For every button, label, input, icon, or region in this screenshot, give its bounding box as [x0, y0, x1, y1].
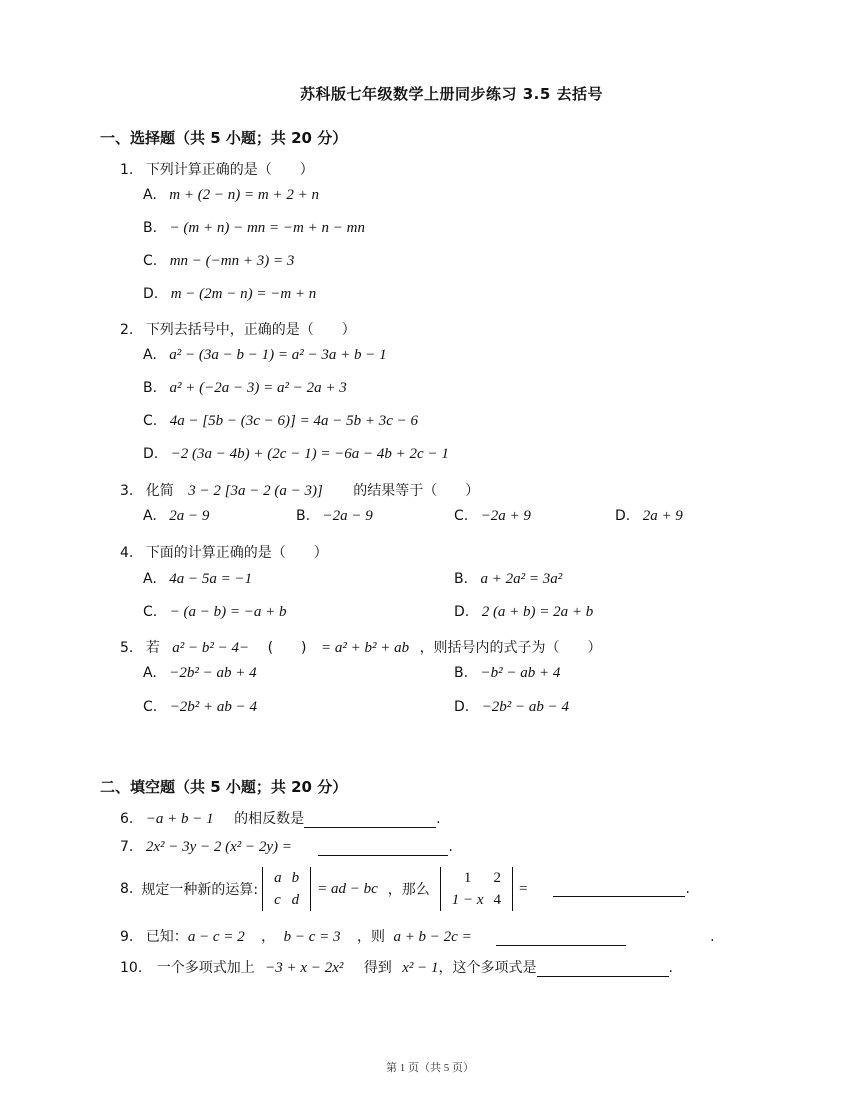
option-1d[interactable]: [143, 286, 316, 303]
question-number: 6.: [120, 811, 134, 827]
option-label: D.: [143, 446, 159, 462]
question-text-mid: 得到: [363, 960, 392, 976]
determinant-abcd: [262, 867, 311, 911]
option-1b[interactable]: [143, 220, 365, 237]
option-5d[interactable]: [454, 699, 569, 716]
option-label: C.: [143, 253, 158, 269]
option-label: C.: [454, 508, 469, 524]
option-1c[interactable]: [143, 253, 294, 270]
target-expr: a + b − 2c =: [393, 929, 472, 945]
question-stem-expr: a² − b² − 4−: [172, 640, 250, 656]
page-footer: 第 1 页（共 5 页）: [386, 1062, 474, 1074]
option-expr: − (m + n) − mn = −m + n − mn: [169, 220, 365, 236]
option-5b[interactable]: [454, 665, 560, 682]
question-text: 已知：: [145, 929, 188, 945]
question-text-mid: ，那么: [387, 882, 430, 898]
question-10: [120, 957, 673, 977]
option-expr: −2a − 9: [322, 508, 373, 524]
option-label: B.: [454, 571, 469, 587]
option-label: B.: [143, 220, 158, 236]
question-expr: 2x² − 3y − 2 (x² − 2y) =: [145, 839, 292, 855]
question-stem-expr: 3 − 2 [3a − 2 (a − 3)]: [188, 483, 323, 499]
option-3c[interactable]: [454, 508, 531, 525]
answer-blank-8[interactable]: [553, 882, 685, 897]
question-5: [120, 637, 602, 657]
period: .: [685, 881, 690, 897]
question-8: [120, 864, 690, 914]
det-cell: 2: [493, 870, 502, 886]
option-3a[interactable]: [143, 508, 209, 525]
question-text: 一个多项式加上: [156, 960, 255, 976]
period: .: [436, 811, 441, 827]
option-label: B.: [454, 665, 469, 681]
option-expr: a² + (−2a − 3) = a² − 2a + 3: [169, 380, 347, 396]
option-expr: 4a − 5a = −1: [169, 571, 253, 587]
option-expr: −2 (3a − 4b) + (2c − 1) = −6a − 4b + 2c − 1: [170, 446, 449, 462]
option-4b[interactable]: [454, 571, 562, 588]
period: .: [668, 960, 673, 976]
option-label: B.: [143, 380, 158, 396]
option-expr: m + (2 − n) = m + 2 + n: [169, 187, 319, 203]
section-heading-fill: 二、填空题（共 5 小题；共 20 分）: [100, 778, 348, 796]
question-stem-pre: 若: [145, 640, 160, 656]
question-6: [120, 808, 441, 828]
det-cell: b: [291, 870, 300, 886]
answer-blank-7[interactable]: [318, 841, 448, 856]
question-number: 4.: [120, 545, 134, 561]
option-label: D.: [454, 604, 470, 620]
option-expr: 2a + 9: [642, 508, 683, 524]
option-expr: −2b² − ab − 4: [481, 699, 570, 715]
option-4a[interactable]: [143, 571, 252, 588]
option-expr: −2a + 9: [480, 508, 531, 524]
option-3b[interactable]: [296, 508, 373, 525]
question-stem-expr2: = a² + b² + ab: [320, 640, 410, 656]
section-heading-choice: 一、选择题（共 5 小题；共 20 分）: [100, 129, 348, 147]
question-text-tail: ，这个多项式是: [438, 960, 537, 976]
det-cell: a: [274, 870, 282, 886]
option-expr: m − (2m − n) = −m + n: [170, 286, 317, 302]
option-label: A.: [143, 187, 157, 203]
question-stem: 下面的计算正确的是（ ）: [145, 545, 328, 561]
option-2d[interactable]: [143, 446, 449, 463]
question-text: 规定一种新的运算:: [141, 882, 259, 898]
question-3: [120, 480, 479, 500]
option-5a[interactable]: [143, 665, 257, 682]
added-expr: −3 + x − 2x²: [265, 960, 344, 976]
option-label: A.: [143, 665, 157, 681]
question-number: 2.: [120, 322, 134, 338]
question-number: 1.: [120, 162, 134, 178]
question-9: [120, 926, 715, 946]
condition-2: b − c = 3: [283, 929, 341, 945]
determinant-numeric: [440, 867, 513, 911]
option-label: B.: [296, 508, 311, 524]
answer-blank-10[interactable]: [537, 962, 669, 977]
option-2a[interactable]: [143, 347, 387, 364]
option-2b[interactable]: [143, 380, 347, 397]
det-cell: 4: [493, 892, 502, 908]
option-expr: 4a − [5b − (3c − 6)] = 4a − 5b + 3c − 6: [169, 413, 419, 429]
question-stem: 下列去括号中，正确的是（ ）: [145, 322, 356, 338]
option-expr: 2 (a + b) = 2a + b: [481, 604, 594, 620]
question-stem-pre: 化简: [145, 483, 174, 499]
option-label: D.: [454, 699, 470, 715]
option-label: D.: [143, 286, 159, 302]
option-label: A.: [143, 508, 157, 524]
option-3d[interactable]: [615, 508, 683, 525]
question-2: [120, 319, 356, 339]
option-5c[interactable]: [143, 699, 257, 716]
option-label: A.: [143, 347, 157, 363]
question-number: 5.: [120, 640, 134, 656]
question-number: 10.: [120, 960, 143, 976]
question-number: 7.: [120, 839, 134, 855]
question-number: 3.: [120, 483, 134, 499]
option-expr: −b² − ab + 4: [480, 665, 561, 681]
answer-blank-6[interactable]: [304, 813, 436, 828]
question-number: 9.: [120, 929, 134, 945]
det-cell: 1 − x: [451, 892, 484, 908]
question-stem: 下列计算正确的是（ ）: [145, 162, 314, 178]
option-expr: mn − (−mn + 3) = 3: [169, 253, 295, 269]
det-cell: d: [291, 892, 300, 908]
option-1a[interactable]: [143, 187, 319, 204]
det-definition: = ad − bc: [317, 880, 378, 897]
question-text: 的相反数是: [234, 811, 305, 827]
question-expr: −a + b − 1: [145, 811, 214, 827]
det-cell: c: [274, 892, 281, 908]
equals: =: [519, 880, 528, 897]
answer-blank-9[interactable]: [496, 931, 626, 946]
question-number: 8.: [120, 881, 134, 897]
option-expr: −2b² − ab + 4: [169, 665, 257, 681]
question-1: [120, 159, 314, 179]
question-stem-paren: ( ): [267, 640, 307, 656]
option-label: D.: [615, 508, 631, 524]
question-4: [120, 542, 328, 562]
question-7: [120, 839, 453, 856]
result-expr: x² − 1: [402, 960, 439, 976]
option-expr: a + 2a² = 3a²: [480, 571, 563, 587]
period: .: [710, 929, 715, 945]
option-expr: − (a − b) = −a + b: [169, 604, 287, 620]
period: .: [448, 839, 453, 855]
option-label: C.: [143, 699, 158, 715]
question-stem-post: 的结果等于（ ）: [353, 483, 480, 499]
page-title: 苏科版七年级数学上册同步练习 3.5 去括号: [300, 85, 604, 103]
option-2c[interactable]: [143, 413, 418, 430]
comma: ，: [261, 929, 276, 945]
condition-1: a − c = 2: [187, 929, 245, 945]
question-stem-post: ，则括号内的式子为（ ）: [419, 640, 602, 656]
det-cell: 1: [463, 870, 472, 886]
option-label: A.: [143, 571, 157, 587]
option-label: C.: [143, 413, 158, 429]
option-expr: 2a − 9: [169, 508, 210, 524]
option-4c[interactable]: [143, 604, 287, 621]
option-expr: −2b² + ab − 4: [169, 699, 258, 715]
question-text-then: ，则: [356, 929, 385, 945]
option-4d[interactable]: [454, 604, 593, 621]
option-label: C.: [143, 604, 158, 620]
option-expr: a² − (3a − b − 1) = a² − 3a + b − 1: [169, 347, 387, 363]
